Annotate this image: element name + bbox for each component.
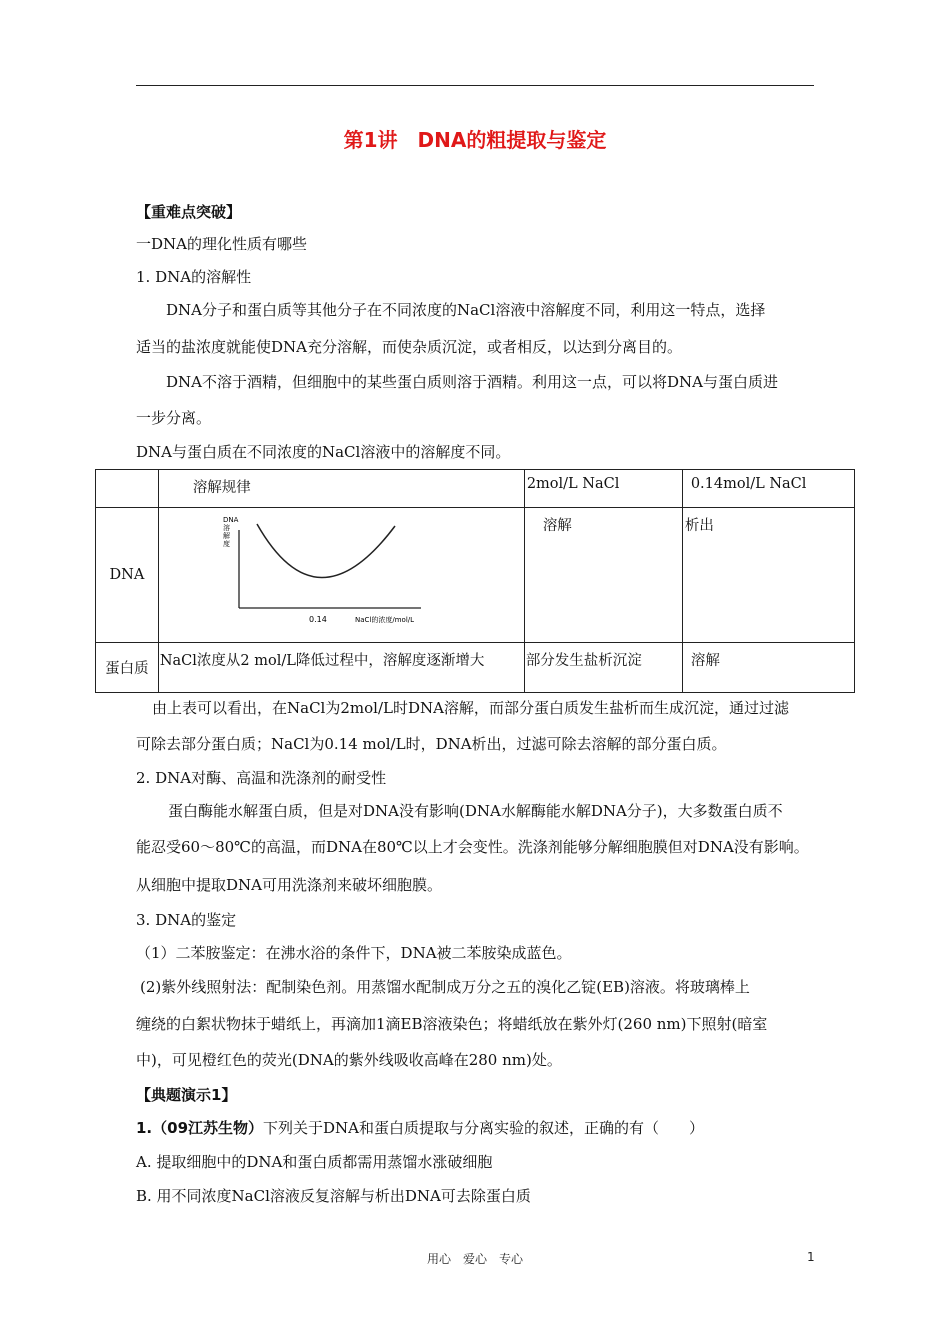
section-heading: 【重难点突破】 <box>136 203 242 221</box>
paragraph-line: 一步分离。 <box>136 409 212 427</box>
item-title-tolerance: 2. DNA对酶、高温和洗涤剂的耐受性 <box>136 769 387 787</box>
table-row-label: DNA <box>96 508 159 643</box>
solubility-table <box>95 469 855 693</box>
y-axis-label: DNA <box>222 516 239 524</box>
page-number: 1 <box>807 1250 815 1264</box>
y-axis-label: 度 <box>222 540 230 548</box>
table-header-cell: 0.14mol/L NaCl <box>682 470 854 508</box>
table-cell: 析出 <box>682 508 854 643</box>
table-cell: 部分发生盐析沉淀 <box>524 643 682 693</box>
subheading: 一DNA的理化性质有哪些 <box>136 235 307 253</box>
option-b: B. 用不同浓度NaCl溶液反复溶解与析出DNA可去除蛋白质 <box>136 1187 531 1205</box>
question-text: 下列关于DNA和蛋白质提取与分离实验的叙述，正确的有（ ） <box>263 1119 705 1137</box>
header-rule <box>136 85 814 86</box>
table-cell: 溶解 <box>682 643 854 693</box>
table-corner-cell <box>96 470 159 508</box>
paragraph-line: 能忍受60～80℃的高温，而DNA在80℃以上才会变性。洗涤剂能够分解细胞膜但对DNA没有影响。 <box>136 838 809 856</box>
paragraph-line: 中)，可见橙红色的荧光(DNA的紫外线吸收高峰在280 nm)处。 <box>136 1051 562 1069</box>
paragraph-line: (2)紫外线照射法：配制染色剂。用蒸馏水配制成万分之五的溴化乙锭(EB)溶液。将玻璃棒上 <box>140 978 750 996</box>
question-1 <box>136 1117 704 1138</box>
item-title-identification: 3. DNA的鉴定 <box>136 911 237 929</box>
table-row-label: 蛋白质 <box>96 643 159 693</box>
paragraph-line: 蛋白酶能水解蛋白质，但是对DNA没有影响(DNA水解酶能水解DNA分子)，大多数蛋白质不 <box>168 802 783 820</box>
table-cell: 溶解 <box>524 508 682 643</box>
y-axis-label: 解 <box>222 532 230 540</box>
x-axis-label: NaCl的浓度/mol/L <box>354 616 414 624</box>
item-title-solubility: 1. DNA的溶解性 <box>136 268 252 286</box>
paragraph-line: DNA分子和蛋白质等其他分子在不同浓度的NaCl溶液中溶解度不同，利用这一特点，选择 <box>166 301 766 319</box>
paragraph-line: 可除去部分蛋白质；NaCl为0.14 mol/L时，DNA析出，过滤可除去溶解的部分蛋白质。 <box>136 735 727 753</box>
table-cell: NaCl浓度从2 mol/L降低过程中，溶解度逐渐增大 <box>158 643 524 693</box>
option-a: A. 提取细胞中的DNA和蛋白质都需用蒸馏水涨破细胞 <box>136 1153 493 1171</box>
table-caption: DNA与蛋白质在不同浓度的NaCl溶液中的溶解度不同。 <box>136 443 511 461</box>
paragraph-line: 从细胞中提取DNA可用洗涤剂来破坏细胞膜。 <box>136 876 442 894</box>
y-axis-label: 溶 <box>222 524 230 532</box>
paragraph-line: 适当的盐浓度就能使DNA充分溶解，而使杂质沉淀，或者相反，以达到分离目的。 <box>136 338 682 356</box>
question-source: 1.（09江苏生物） <box>136 1119 264 1137</box>
solubility-chart <box>159 508 524 642</box>
paragraph-line: （1）二苯胺鉴定：在沸水浴的条件下，DNA被二苯胺染成蓝色。 <box>136 944 572 962</box>
footer-text: 用心 爱心 专心 <box>426 1252 523 1266</box>
table-header-cell: 2mol/L NaCl <box>524 470 682 508</box>
table-header-cell: 溶解规律 <box>158 470 524 508</box>
paragraph-line: 由上表可以看出，在NaCl为2mol/L时DNA溶解，而部分蛋白质发生盐析而生成沉淀，通过过滤 <box>152 699 789 717</box>
example-heading: 【典题演示1】 <box>136 1086 237 1104</box>
paragraph-line: 缠绕的白絮状物抹于蜡纸上，再滴加1滴EB溶液染色；将蜡纸放在紫外灯(260 nm)下照射(暗室 <box>136 1015 768 1033</box>
paragraph-line: DNA不溶于酒精，但细胞中的某些蛋白质则溶于酒精。利用这一点，可以将DNA与蛋白质进 <box>166 373 778 391</box>
page-title: 第1讲 DNA的粗提取与鉴定 <box>343 128 607 152</box>
x-tick-label: 0.14 <box>308 615 327 624</box>
solubility-curve <box>257 524 395 578</box>
chart-cell <box>158 508 524 643</box>
